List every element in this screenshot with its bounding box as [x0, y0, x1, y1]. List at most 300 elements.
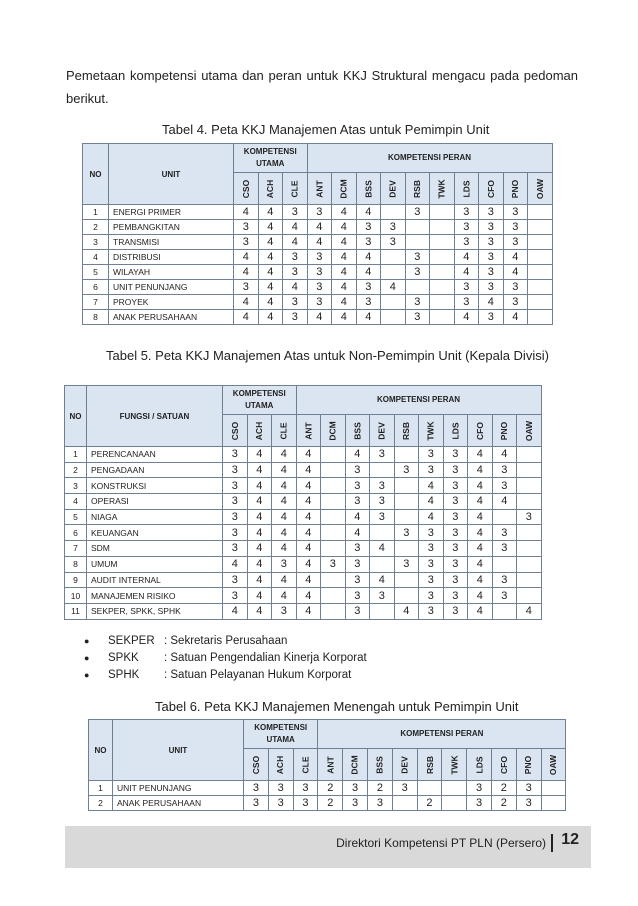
competency-value [492, 556, 517, 572]
competency-value: 2 [318, 781, 343, 796]
competency-value: 4 [468, 525, 493, 541]
col-unit-header: UNIT [113, 720, 244, 781]
competency-value: 3 [234, 220, 259, 235]
kompetensi-peran-header: KOMPETENSI PERAN [296, 386, 541, 415]
col-no-header: NO [83, 144, 109, 205]
competency-value: 3 [492, 588, 517, 604]
table-row [89, 781, 566, 796]
competency-value: 4 [247, 541, 272, 557]
competency-value [492, 603, 517, 619]
competency-value [381, 295, 406, 310]
competency-value: 4 [296, 572, 321, 588]
competency-value [430, 280, 455, 295]
unit-name: ANAK PERUSAHAAN [113, 796, 244, 811]
competency-value: 3 [307, 265, 332, 280]
competency-value [492, 509, 517, 525]
competency-value: 4 [247, 572, 272, 588]
unit-name: PROYEK [109, 295, 234, 310]
competency-value: 4 [258, 310, 283, 325]
competency-value: 4 [296, 541, 321, 557]
competency-col-header: OAW [517, 415, 542, 447]
footer-title: Direktori Kompetensi PT PLN (Persero) [336, 836, 546, 850]
competency-value: 4 [296, 525, 321, 541]
row-number: 7 [83, 295, 109, 310]
competency-value [430, 205, 455, 220]
competency-value: 3 [419, 447, 444, 463]
competency-value: 3 [307, 250, 332, 265]
competency-col-header: BSS [367, 749, 392, 781]
competency-col-header: CLE [272, 415, 297, 447]
kompetensi-utama-header: KOMPETENSI UTAMA [223, 386, 297, 415]
competency-value: 4 [468, 494, 493, 510]
competency-value: 3 [223, 541, 248, 557]
competency-value: 3 [283, 310, 308, 325]
competency-value [528, 235, 553, 250]
competency-value [430, 265, 455, 280]
competency-value: 3 [503, 205, 528, 220]
bullet-icon: ● [84, 670, 90, 680]
competency-col-header: ACH [258, 173, 283, 205]
competency-value: 3 [392, 781, 417, 796]
table-row [65, 494, 542, 510]
competency-value [528, 205, 553, 220]
competency-value: 4 [307, 220, 332, 235]
table-row [65, 588, 542, 604]
competency-col-header: LDS [467, 749, 492, 781]
competency-value: 3 [503, 220, 528, 235]
competency-value [321, 447, 346, 463]
unit-name: SDM [87, 541, 223, 557]
competency-value: 3 [367, 796, 392, 811]
competency-value: 4 [307, 235, 332, 250]
competency-col-header: BSS [345, 415, 370, 447]
row-number: 2 [89, 796, 113, 811]
competency-value: 3 [479, 235, 504, 250]
competency-col-header: TWK [442, 749, 467, 781]
competency-value: 3 [405, 265, 430, 280]
row-number: 6 [65, 525, 87, 541]
competency-value: 3 [492, 462, 517, 478]
competency-value: 3 [419, 556, 444, 572]
competency-value [321, 509, 346, 525]
row-number: 4 [65, 494, 87, 510]
competency-value [528, 280, 553, 295]
competency-value: 4 [492, 494, 517, 510]
competency-value: 3 [443, 603, 468, 619]
unit-name: MANAJEMEN RISIKO [87, 588, 223, 604]
competency-value [392, 796, 417, 811]
competency-col-header: PNO [492, 415, 517, 447]
unit-name: TRANSMISI [109, 235, 234, 250]
competency-value: 3 [405, 310, 430, 325]
table-5-caption: Tabel 5. Peta KKJ Manajemen Atas untuk Non-Pemimpin Unit (Kepala Divisi) [106, 348, 549, 363]
competency-value: 3 [443, 462, 468, 478]
bullet-icon: ● [84, 636, 90, 646]
competency-value: 4 [258, 220, 283, 235]
competency-value [381, 205, 406, 220]
competency-value [528, 250, 553, 265]
competency-value: 4 [332, 280, 357, 295]
competency-value [517, 525, 542, 541]
competency-value: 3 [223, 509, 248, 525]
competency-value [430, 250, 455, 265]
competency-value: 3 [454, 280, 479, 295]
competency-value: 4 [370, 541, 395, 557]
unit-name: UNIT PENUNJANG [109, 280, 234, 295]
competency-value: 4 [468, 588, 493, 604]
page-number: 12 [561, 831, 579, 848]
unit-name: UNIT PENUNJANG [113, 781, 244, 796]
competency-value: 3 [283, 205, 308, 220]
table-row [65, 572, 542, 588]
competency-value: 4 [234, 295, 259, 310]
kompetensi-utama-header: KOMPETENSI UTAMA [244, 720, 318, 749]
competency-value [442, 781, 467, 796]
competency-value: 4 [503, 310, 528, 325]
col-fungsi-header: FUNGSI / SATUAN [87, 386, 223, 447]
row-number: 6 [83, 280, 109, 295]
competency-value: 3 [345, 478, 370, 494]
competency-value [417, 781, 442, 796]
competency-value: 3 [244, 796, 269, 811]
row-number: 1 [83, 205, 109, 220]
row-number: 2 [83, 220, 109, 235]
competency-value: 3 [293, 796, 318, 811]
competency-col-header: ACH [268, 749, 293, 781]
competency-value: 4 [258, 295, 283, 310]
competency-value [528, 310, 553, 325]
competency-col-header: OAW [528, 173, 553, 205]
competency-value [541, 781, 566, 796]
competency-value: 3 [370, 494, 395, 510]
competency-value: 3 [503, 235, 528, 250]
unit-name: AUDIT INTERNAL [87, 572, 223, 588]
competency-col-header: DCM [332, 173, 357, 205]
table-row [83, 205, 553, 220]
unit-name: ENERGI PRIMER [109, 205, 234, 220]
competency-value: 4 [332, 250, 357, 265]
competency-value: 3 [234, 280, 259, 295]
competency-value: 3 [394, 556, 419, 572]
competency-value: 4 [247, 478, 272, 494]
competency-value: 3 [223, 478, 248, 494]
bullet-icon: ● [84, 653, 90, 663]
competency-value: 4 [332, 310, 357, 325]
competency-value: 4 [296, 494, 321, 510]
competency-value: 3 [443, 541, 468, 557]
competency-value: 4 [234, 250, 259, 265]
competency-value: 3 [345, 603, 370, 619]
competency-value [394, 478, 419, 494]
competency-value: 3 [223, 494, 248, 510]
competency-value [381, 250, 406, 265]
competency-col-header: CLE [283, 173, 308, 205]
competency-value: 4 [296, 478, 321, 494]
competency-value: 3 [223, 525, 248, 541]
competency-value: 3 [405, 295, 430, 310]
competency-value: 4 [394, 603, 419, 619]
competency-value: 3 [467, 796, 492, 811]
footer-divider [551, 834, 553, 852]
competency-value: 3 [307, 205, 332, 220]
competency-value: 3 [283, 250, 308, 265]
competency-value: 3 [321, 556, 346, 572]
competency-value [430, 220, 455, 235]
competency-value: 3 [394, 462, 419, 478]
competency-value: 4 [272, 447, 297, 463]
competency-value: 4 [258, 205, 283, 220]
competency-value: 3 [356, 280, 381, 295]
unit-name: PERENCANAAN [87, 447, 223, 463]
table-row [83, 295, 553, 310]
competency-value: 4 [234, 310, 259, 325]
competency-col-header: ANT [296, 415, 321, 447]
col-no-header: NO [65, 386, 87, 447]
table-row [83, 280, 553, 295]
competency-value: 3 [443, 478, 468, 494]
competency-value: 3 [381, 235, 406, 250]
competency-value [321, 541, 346, 557]
competency-value: 3 [356, 295, 381, 310]
competency-value: 4 [272, 588, 297, 604]
competency-value: 4 [356, 250, 381, 265]
competency-col-header: DEV [392, 749, 417, 781]
competency-col-header: DEV [381, 173, 406, 205]
competency-value: 4 [272, 525, 297, 541]
competency-value [517, 541, 542, 557]
page-footer [65, 826, 591, 868]
competency-value [517, 447, 542, 463]
row-number: 5 [83, 265, 109, 280]
legend-item: ● SEKPER : Sekretaris Perusahaan [84, 633, 367, 650]
competency-value [517, 572, 542, 588]
competency-value: 3 [223, 572, 248, 588]
unit-name: WILAYAH [109, 265, 234, 280]
competency-col-header: DCM [343, 749, 368, 781]
competency-col-header: PNO [503, 173, 528, 205]
competency-value: 3 [343, 796, 368, 811]
competency-value: 3 [503, 280, 528, 295]
competency-value [517, 588, 542, 604]
competency-value: 3 [516, 781, 541, 796]
competency-col-header: CSO [234, 173, 259, 205]
competency-value: 3 [283, 265, 308, 280]
table-row [83, 250, 553, 265]
competency-value: 4 [283, 235, 308, 250]
competency-value [321, 462, 346, 478]
table-row [65, 525, 542, 541]
competency-value [321, 525, 346, 541]
competency-col-header: ANT [307, 173, 332, 205]
competency-value: 4 [370, 572, 395, 588]
row-number: 9 [65, 572, 87, 588]
competency-value [394, 447, 419, 463]
competency-value: 4 [503, 265, 528, 280]
competency-value: 4 [247, 447, 272, 463]
competency-value: 3 [223, 447, 248, 463]
competency-value: 4 [247, 588, 272, 604]
competency-value: 4 [307, 310, 332, 325]
competency-value [528, 265, 553, 280]
competency-value: 3 [419, 525, 444, 541]
row-number: 3 [83, 235, 109, 250]
competency-value: 4 [356, 205, 381, 220]
table-6 [88, 719, 566, 811]
competency-value: 3 [443, 588, 468, 604]
competency-value: 4 [272, 494, 297, 510]
competency-value: 2 [367, 781, 392, 796]
legend-item: ● SPHK : Satuan Pelayanan Hukum Korporat [84, 667, 367, 684]
competency-value: 3 [419, 462, 444, 478]
table-row [65, 541, 542, 557]
competency-value [430, 235, 455, 250]
unit-name: OPERASI [87, 494, 223, 510]
competency-value: 4 [272, 462, 297, 478]
table-row [65, 556, 542, 572]
competency-value [405, 235, 430, 250]
table-4 [82, 143, 553, 325]
competency-value: 4 [345, 525, 370, 541]
competency-value [430, 295, 455, 310]
table-row [83, 310, 553, 325]
competency-value [394, 588, 419, 604]
competency-value [517, 556, 542, 572]
table-row [83, 265, 553, 280]
competency-value: 3 [492, 572, 517, 588]
competency-value: 4 [296, 556, 321, 572]
competency-value: 3 [517, 509, 542, 525]
competency-value [321, 603, 346, 619]
competency-value: 3 [443, 525, 468, 541]
competency-value: 4 [247, 462, 272, 478]
competency-col-header: CSO [223, 415, 248, 447]
competency-value: 3 [454, 235, 479, 250]
competency-value: 4 [468, 572, 493, 588]
competency-value: 3 [356, 235, 381, 250]
competency-value [394, 572, 419, 588]
legend-item: ● SPKK : Satuan Pengendalian Kinerja Korporat [84, 650, 367, 667]
table-row [65, 603, 542, 619]
competency-value: 4 [234, 205, 259, 220]
competency-value [528, 295, 553, 310]
competency-value: 4 [247, 525, 272, 541]
competency-col-header: LDS [443, 415, 468, 447]
competency-value: 3 [307, 295, 332, 310]
competency-col-header: CSO [244, 749, 269, 781]
competency-value [381, 310, 406, 325]
competency-value: 4 [283, 220, 308, 235]
competency-value: 3 [223, 462, 248, 478]
competency-value: 4 [258, 280, 283, 295]
col-unit-header: UNIT [109, 144, 234, 205]
row-number: 5 [65, 509, 87, 525]
competency-value [370, 525, 395, 541]
competency-value [528, 220, 553, 235]
competency-value: 3 [343, 781, 368, 796]
competency-col-header: BSS [356, 173, 381, 205]
competency-value: 3 [370, 509, 395, 525]
competency-value: 3 [345, 572, 370, 588]
competency-value: 4 [517, 603, 542, 619]
unit-name: ANAK PERUSAHAAN [109, 310, 234, 325]
col-no-header: NO [89, 720, 113, 781]
competency-value: 2 [491, 796, 516, 811]
competency-col-header: CFO [491, 749, 516, 781]
competency-value: 4 [223, 556, 248, 572]
kompetensi-utama-header: KOMPETENSI UTAMA [234, 144, 308, 173]
unit-name: PENGADAAN [87, 462, 223, 478]
competency-value: 4 [332, 220, 357, 235]
competency-value: 3 [419, 541, 444, 557]
competency-value: 4 [479, 295, 504, 310]
competency-value [321, 494, 346, 510]
competency-value: 4 [223, 603, 248, 619]
competency-value [517, 494, 542, 510]
competency-value: 4 [296, 509, 321, 525]
competency-value: 3 [467, 781, 492, 796]
competency-value: 3 [419, 603, 444, 619]
competency-value: 3 [479, 280, 504, 295]
row-number: 1 [89, 781, 113, 796]
competency-value [381, 265, 406, 280]
row-number: 2 [65, 462, 87, 478]
competency-value: 2 [491, 781, 516, 796]
competency-value: 3 [443, 572, 468, 588]
competency-value: 3 [492, 525, 517, 541]
competency-col-header: DCM [321, 415, 346, 447]
competency-value: 4 [468, 603, 493, 619]
unit-name: SEKPER, SPKK, SPHK [87, 603, 223, 619]
competency-value: 4 [296, 588, 321, 604]
row-number: 10 [65, 588, 87, 604]
competency-value: 3 [345, 462, 370, 478]
competency-value: 3 [516, 796, 541, 811]
table-row [83, 235, 553, 250]
competency-value: 4 [272, 478, 297, 494]
competency-value: 3 [479, 265, 504, 280]
competency-col-header: RSB [394, 415, 419, 447]
competency-value: 4 [345, 447, 370, 463]
row-number: 8 [83, 310, 109, 325]
competency-value: 3 [419, 588, 444, 604]
competency-value: 3 [492, 478, 517, 494]
competency-value: 3 [443, 556, 468, 572]
competency-value [405, 280, 430, 295]
competency-value: 4 [258, 265, 283, 280]
unit-name: KONSTRUKSI [87, 478, 223, 494]
competency-value: 3 [283, 295, 308, 310]
competency-value [442, 796, 467, 811]
competency-value [370, 556, 395, 572]
competency-value: 4 [468, 447, 493, 463]
unit-name: UMUM [87, 556, 223, 572]
competency-value: 4 [296, 462, 321, 478]
competency-value: 3 [307, 280, 332, 295]
competency-value: 3 [370, 447, 395, 463]
competency-col-header: TWK [430, 173, 455, 205]
competency-value [517, 462, 542, 478]
kompetensi-peran-header: KOMPETENSI PERAN [318, 720, 566, 749]
competency-value [394, 509, 419, 525]
competency-value [321, 588, 346, 604]
table-5 [64, 385, 542, 620]
competency-value: 3 [345, 494, 370, 510]
competency-value: 3 [293, 781, 318, 796]
competency-col-header: RSB [405, 173, 430, 205]
competency-value: 3 [381, 220, 406, 235]
competency-value: 3 [405, 250, 430, 265]
competency-value: 4 [381, 280, 406, 295]
